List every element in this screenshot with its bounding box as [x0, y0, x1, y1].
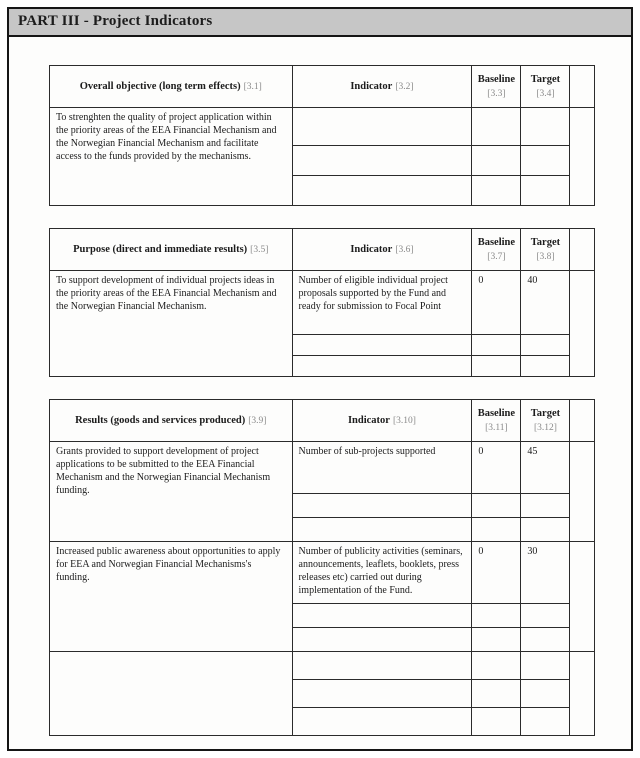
baseline-cell [472, 335, 521, 356]
header-label: Target [530, 408, 561, 419]
header-label: Purpose (direct and immediate results) [73, 243, 248, 255]
header-baseline [472, 66, 521, 108]
target-cell [521, 708, 570, 736]
target-cell [521, 652, 570, 680]
header-ref: [3.10] [392, 415, 416, 426]
baseline-cell: 0 [472, 542, 521, 604]
baseline-cell [472, 176, 521, 206]
header-overall-objective [50, 66, 293, 108]
section-title [9, 9, 631, 37]
description-cell: Grants provided to support development of project applications to be submitted to the EEA Financial Mechanism and the Norwegian Financial Mechanism funding. [50, 442, 293, 542]
indicator-cell [292, 652, 472, 680]
target-cell [521, 604, 570, 628]
indicator-cell [292, 518, 472, 542]
table-header-row [50, 400, 595, 442]
description-cell: To strenghten the quality of project application within the priority areas of the EEA Financial Mechanism and the Norwegian Financial Mechanism and facilitate access to the funds provided by the mechanisms. [50, 108, 293, 206]
indicator-cell: Number of eligible individual project proposals supported by the Fund and ready for submission to Focal Point [292, 271, 472, 335]
table-header-row [50, 66, 595, 108]
header-label: Overall objective (long term effects) [79, 80, 241, 92]
header-ref: [3.1] [243, 81, 262, 92]
header-indicator [292, 229, 472, 271]
header-ref: [3.4] [536, 88, 555, 99]
header-label: Baseline [477, 237, 516, 248]
indicator-cell [292, 176, 472, 206]
target-cell [521, 108, 570, 146]
header-extra [570, 229, 595, 271]
header-results [50, 400, 293, 442]
target-cell [521, 680, 570, 708]
baseline-cell [472, 652, 521, 680]
baseline-cell [472, 108, 521, 146]
baseline-cell [472, 356, 521, 377]
table-row [50, 542, 595, 604]
overall-objective-table [49, 65, 595, 206]
extra-cell [570, 652, 595, 736]
baseline-cell: 0 [472, 442, 521, 494]
indicator-cell [292, 146, 472, 176]
header-label: Target [530, 237, 561, 248]
indicator-cell [292, 494, 472, 518]
header-ref: [3.6] [395, 244, 414, 255]
extra-cell [570, 108, 595, 206]
target-cell: 45 [521, 442, 570, 494]
header-baseline [472, 400, 521, 442]
extra-cell [570, 542, 595, 652]
header-baseline [472, 229, 521, 271]
table-row [50, 442, 595, 494]
indicator-cell: Number of sub-projects supported [292, 442, 472, 494]
description-cell: To support development of individual projects ideas in the priority areas of the EEA Financial Mechanism and the Norwegian Financial Mechanism. [50, 271, 293, 377]
table-row [50, 652, 595, 680]
indicator-cell [292, 356, 472, 377]
header-target [521, 400, 570, 442]
indicator-cell [292, 108, 472, 146]
header-label: Baseline [477, 74, 516, 85]
baseline-cell [472, 628, 521, 652]
description-cell: Increased public awareness about opportunities to apply for EEA and Norwegian Financial Mechanisms's funding. [50, 542, 293, 652]
header-ref: [3.9] [248, 415, 267, 426]
header-extra [570, 66, 595, 108]
target-cell [521, 628, 570, 652]
header-ref: [3.7] [487, 251, 506, 262]
table-row [50, 108, 595, 146]
target-cell [521, 356, 570, 377]
indicator-cell [292, 335, 472, 356]
baseline-cell [472, 708, 521, 736]
target-cell [521, 146, 570, 176]
indicator-cell [292, 680, 472, 708]
target-cell [521, 518, 570, 542]
content-area [9, 37, 631, 736]
target-cell [521, 335, 570, 356]
header-target [521, 229, 570, 271]
baseline-cell [472, 518, 521, 542]
target-cell [521, 176, 570, 206]
header-indicator [292, 66, 472, 108]
description-cell [50, 652, 293, 736]
table-header-row [50, 229, 595, 271]
header-purpose [50, 229, 293, 271]
baseline-cell [472, 494, 521, 518]
baseline-cell: 0 [472, 271, 521, 335]
header-ref: [3.3] [487, 88, 506, 99]
table-row [50, 271, 595, 335]
baseline-cell [472, 146, 521, 176]
section-title-text: PART III - Project Indicators [18, 13, 213, 29]
header-label: Indicator [350, 80, 393, 92]
header-ref: [3.8] [536, 251, 555, 262]
target-cell: 30 [521, 542, 570, 604]
header-target [521, 66, 570, 108]
indicator-cell [292, 628, 472, 652]
header-label: Results (goods and services produced) [75, 414, 246, 426]
header-label: Indicator [350, 243, 393, 255]
target-cell [521, 494, 570, 518]
header-extra [570, 400, 595, 442]
header-ref: [3.2] [395, 81, 414, 92]
baseline-cell [472, 680, 521, 708]
header-label: Indicator [347, 414, 390, 426]
indicator-cell [292, 708, 472, 736]
indicator-cell [292, 604, 472, 628]
extra-cell [570, 442, 595, 542]
target-cell: 40 [521, 271, 570, 335]
header-label: Target [530, 74, 561, 85]
header-ref: [3.11] [485, 422, 508, 433]
document-page [7, 7, 633, 751]
header-label: Baseline [477, 408, 516, 419]
header-ref: [3.5] [250, 244, 269, 255]
baseline-cell [472, 604, 521, 628]
results-table [49, 399, 595, 736]
extra-cell [570, 271, 595, 377]
purpose-table [49, 228, 595, 377]
header-ref: [3.12] [533, 422, 557, 433]
header-indicator [292, 400, 472, 442]
indicator-cell: Number of publicity activities (seminars, announcements, leaflets, booklets, press releases etc) carried out during implementation of the Fund. [292, 542, 472, 604]
